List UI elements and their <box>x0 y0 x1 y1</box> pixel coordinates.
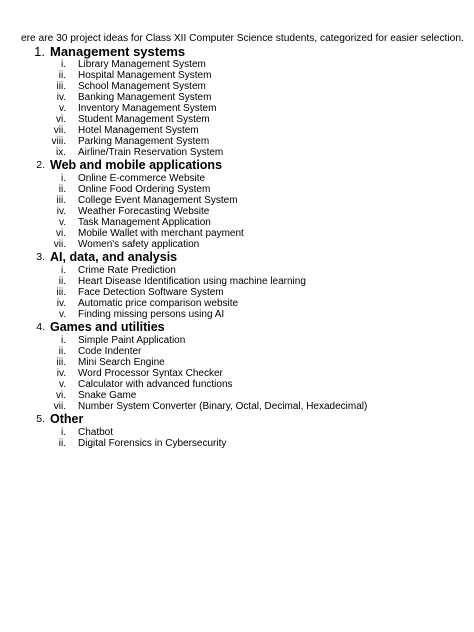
list-item <box>0 217 474 228</box>
list-item-text: Banking Management System <box>78 92 212 103</box>
list-item-number: i. <box>61 335 66 346</box>
list-item-text: Women's safety application <box>78 239 200 250</box>
list-item-text: Parking Management System <box>78 136 210 147</box>
list-item <box>0 195 474 206</box>
list-item-number: ii. <box>58 184 66 195</box>
section-title: AI, data, and analysis <box>50 250 178 264</box>
project-list <box>0 427 474 449</box>
project-list <box>0 59 474 158</box>
list-item-number: iii. <box>56 81 66 92</box>
list-item <box>0 335 474 346</box>
intro-paragraph: ere are 30 project ideas for Class XII Computer Science students, categorized for easier selection. <box>21 33 464 44</box>
section-number: 4. <box>36 321 45 333</box>
list-item-number: iv. <box>56 298 66 309</box>
list-item <box>0 368 474 379</box>
list-item-text: Online E-commerce Website <box>78 173 206 184</box>
list-item-number: ii. <box>58 438 66 449</box>
list-item-text: Word Processor Syntax Checker <box>78 368 223 379</box>
section-number: 3. <box>36 251 45 263</box>
list-item-number: iv. <box>56 368 66 379</box>
list-item-number: v. <box>58 309 66 320</box>
list-item-text: Hospital Management System <box>78 70 212 81</box>
list-item-text: Inventory Management System <box>78 103 217 114</box>
list-item <box>0 103 474 114</box>
list-item-number: i. <box>61 427 66 438</box>
list-item-text: Heart Disease Identification using machine learning <box>78 276 306 287</box>
section <box>0 320 474 412</box>
project-list <box>0 173 474 250</box>
section-heading <box>0 158 474 173</box>
list-item-text: Automatic price comparison website <box>78 298 239 309</box>
list-item-number: iii. <box>56 287 66 298</box>
list-item-number: v. <box>58 379 66 390</box>
list-item-number: i. <box>61 265 66 276</box>
list-item-number: vi. <box>56 390 66 401</box>
list-item-text: Mobile Wallet with merchant payment <box>78 228 244 239</box>
list-item-text: Simple Paint Application <box>78 335 186 346</box>
list-item <box>0 70 474 81</box>
list-item <box>0 276 474 287</box>
list-item-number: i. <box>61 173 66 184</box>
section-title: Management systems <box>50 44 186 59</box>
list-item-number: v. <box>58 103 66 114</box>
list-item <box>0 184 474 195</box>
list-item-text: Task Management Application <box>78 217 211 228</box>
list-item-text: College Event Management System <box>78 195 238 206</box>
project-list <box>0 335 474 412</box>
list-item-number: vii. <box>53 401 66 412</box>
list-item <box>0 357 474 368</box>
list-item-text: Mini Search Engine <box>78 357 165 368</box>
list-item <box>0 228 474 239</box>
list-item <box>0 114 474 125</box>
list-item <box>0 298 474 309</box>
list-item-number: ix. <box>56 147 66 158</box>
list-item-text: Hotel Management System <box>78 125 199 136</box>
list-item <box>0 379 474 390</box>
section <box>0 158 474 250</box>
section <box>0 412 474 449</box>
section-number: 5. <box>36 413 45 425</box>
list-item-text: Online Food Ordering System <box>78 184 211 195</box>
list-item-text: Finding missing persons using AI <box>78 309 225 320</box>
list-item <box>0 136 474 147</box>
list-item <box>0 346 474 357</box>
list-item <box>0 265 474 276</box>
list-item <box>0 125 474 136</box>
list-item-number: iv. <box>56 206 66 217</box>
section <box>0 250 474 320</box>
list-item-number: vi. <box>56 228 66 239</box>
list-item <box>0 309 474 320</box>
section <box>0 44 474 158</box>
list-item-number: ii. <box>58 70 66 81</box>
list-item-text: Student Management System <box>78 114 210 125</box>
list-item-text: Number System Converter (Binary, Octal, Decimal, Hexadecimal) <box>78 401 368 412</box>
list-item <box>0 438 474 449</box>
list-item <box>0 59 474 70</box>
section-heading <box>0 250 474 265</box>
list-item-text: Chatbot <box>78 427 114 438</box>
section-title: Games and utilities <box>50 320 165 334</box>
list-item-number: i. <box>61 59 66 70</box>
section-heading <box>0 320 474 335</box>
list-item <box>0 239 474 250</box>
section-number: 2. <box>36 159 45 171</box>
list-item-number: vi. <box>56 114 66 125</box>
list-item-text: Crime Rate Prediction <box>78 265 176 276</box>
list-item-text: Code Indenter <box>78 346 142 357</box>
list-item <box>0 147 474 158</box>
list-item-text: School Management System <box>78 81 206 92</box>
list-item-text: Calculator with advanced functions <box>78 379 233 390</box>
section-heading <box>0 412 474 427</box>
list-item <box>0 427 474 438</box>
list-item <box>0 401 474 412</box>
list-item-text: Face Detection Software System <box>78 287 224 298</box>
list-item-number: iii. <box>56 357 66 368</box>
list-item <box>0 206 474 217</box>
list-item-number: vii. <box>53 125 66 136</box>
section-title: Web and mobile applications <box>50 158 223 172</box>
list-item-text: Weather Forecasting Website <box>78 206 210 217</box>
list-item <box>0 173 474 184</box>
section-title: Other <box>50 412 84 426</box>
section-number: 1. <box>34 44 45 59</box>
list-item-number: ii. <box>58 346 66 357</box>
list-item-number: iii. <box>56 195 66 206</box>
project-sections <box>0 44 474 449</box>
list-item <box>0 81 474 92</box>
list-item-text: Airline/Train Reservation System <box>78 147 224 158</box>
list-item-number: iv. <box>56 92 66 103</box>
list-item <box>0 92 474 103</box>
list-item <box>0 287 474 298</box>
list-item-text: Library Management System <box>78 59 206 70</box>
project-list <box>0 265 474 320</box>
list-item-number: vii. <box>53 239 66 250</box>
list-item-number: viii. <box>51 136 66 147</box>
list-item-number: v. <box>58 217 66 228</box>
list-item-text: Snake Game <box>78 390 137 401</box>
list-item-number: ii. <box>58 276 66 287</box>
list-item <box>0 390 474 401</box>
section-heading <box>0 44 474 59</box>
list-item-text: Digital Forensics in Cybersecurity <box>78 438 227 449</box>
